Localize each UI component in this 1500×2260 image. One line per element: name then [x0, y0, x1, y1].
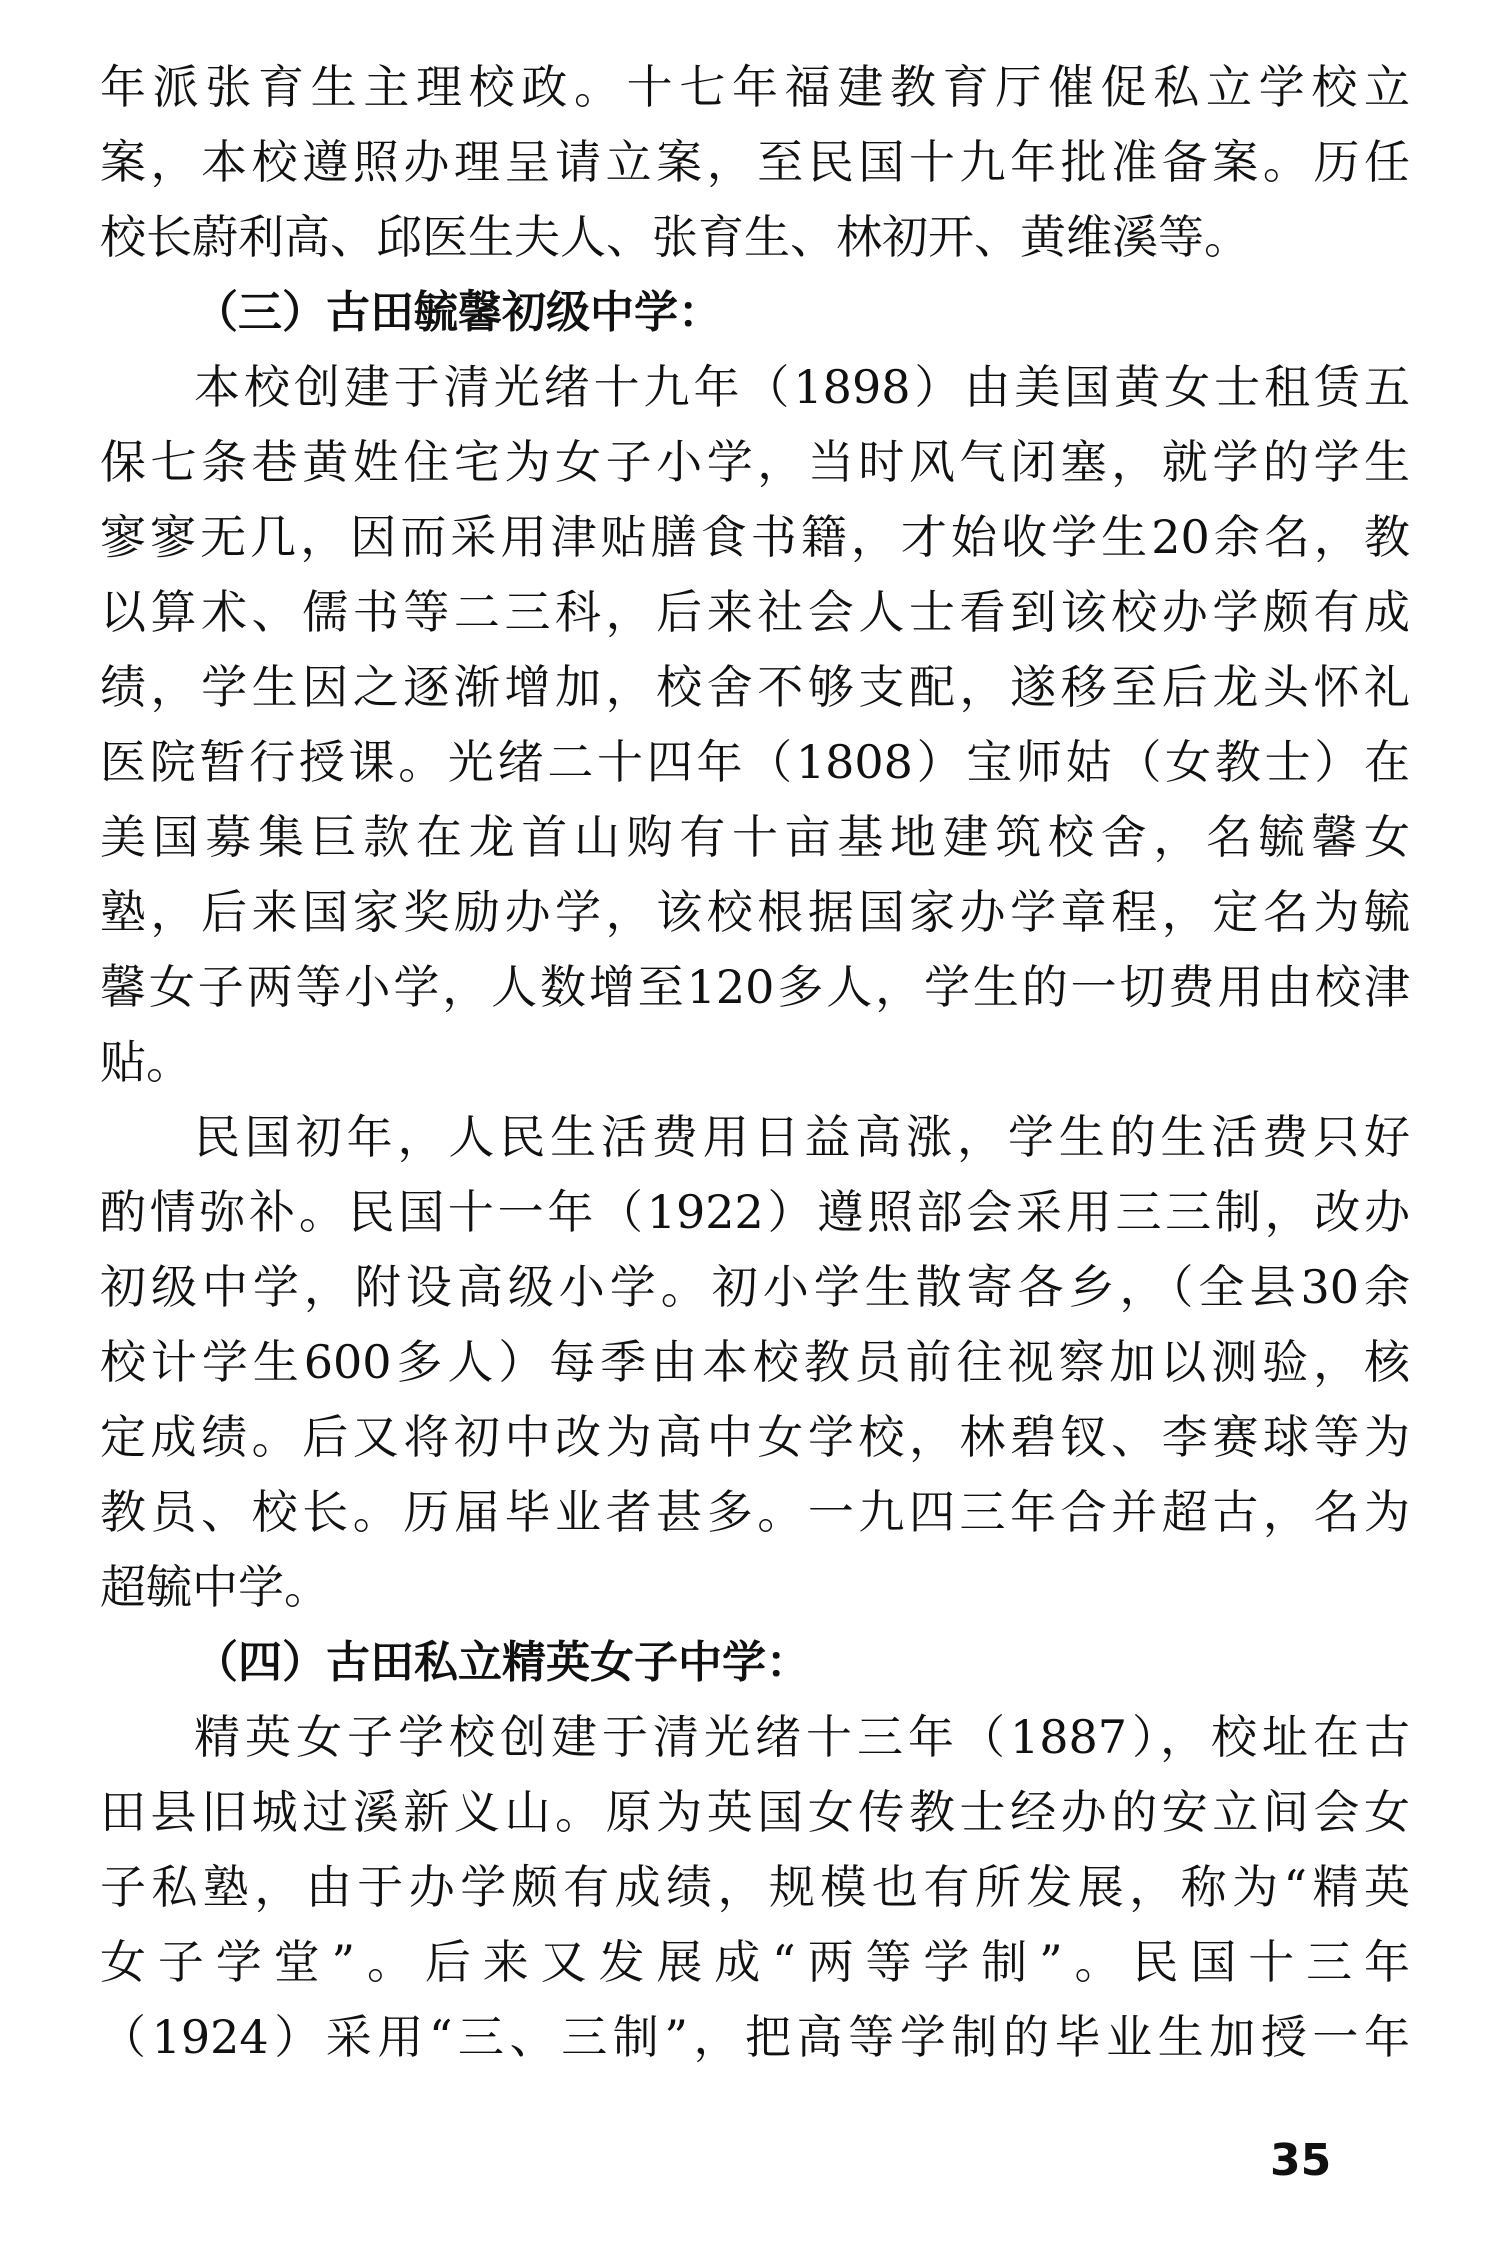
text-line: 保七条巷黄姓住宅为女子小学，当时风气闭塞，就学的学生	[100, 435, 1410, 489]
text-line: 民国初年，人民生活费用日益高涨，学生的生活费只好	[194, 1110, 1410, 1164]
page-number: 35	[1270, 2135, 1332, 2186]
text-line: 子私塾，由于办学颇有成绩，规模也有所发展，称为“精英	[100, 1860, 1410, 1914]
text-line: 校长蔚利高、邱医生夫人、张育生、林初开、黄维溪等。	[100, 210, 1250, 264]
text-line: 寥寥无几，因而采用津贴膳食书籍，才始收学生20余名，教	[100, 510, 1410, 564]
document-body	[100, 50, 1410, 2075]
text-line: 案，本校遵照办理呈请立案，至民国十九年批准备案。历任	[100, 135, 1410, 189]
text-line: 馨女子两等小学，人数增至120多人，学生的一切费用由校津	[100, 960, 1410, 1014]
text-line: 精英女子学校创建于清光绪十三年（1887），校址在古	[194, 1710, 1410, 1764]
text-line: 校计学生600多人）每季由本校教员前往视察加以测验，核	[100, 1335, 1410, 1389]
text-line: 田县旧城过溪新义山。原为英国女传教士经办的安立间会女	[100, 1785, 1410, 1839]
text-line: 教员、校长。历届毕业者甚多。一九四三年合并超古，名为	[100, 1485, 1410, 1539]
text-line: 定成绩。后又将初中改为高中女学校，林碧钗、李赛球等为	[100, 1410, 1410, 1464]
text-line: 医院暂行授课。光绪二十四年（1808）宝师姑（女教士）在	[100, 735, 1410, 789]
paragraph-yuxin-republic	[100, 1100, 1410, 1625]
paragraph-continued	[100, 50, 1410, 275]
paragraph-yuxin-founding	[100, 350, 1410, 1100]
section-heading-3: （三）古田毓馨初级中学：	[194, 287, 722, 338]
text-line: 美国募集巨款在龙首山购有十亩基地建筑校舍，名毓馨女	[100, 810, 1410, 864]
text-line: 酌情弥补。民国十一年（1922）遵照部会采用三三制，改办	[100, 1185, 1410, 1239]
text-line: 以算术、儒书等二三科，后来社会人士看到该校办学颇有成	[100, 585, 1410, 639]
text-line: （1924）采用“三、三制”，把高等学制的毕业生加授一年	[100, 2010, 1410, 2064]
text-line: 年派张育生主理校政。十七年福建教育厅催促私立学校立	[100, 60, 1410, 114]
text-line: 本校创建于清光绪十九年（1898）由美国黄女士租赁五	[194, 360, 1410, 414]
text-line: 女子学堂”。后来又发展成“两等学制”。民国十三年	[100, 1935, 1410, 1989]
text-line: 贴。	[100, 1035, 192, 1089]
text-line: 绩，学生因之逐渐增加，校舍不够支配，遂移至后龙头怀礼	[100, 660, 1410, 714]
text-line: 塾，后来国家奖励办学，该校根据国家办学章程，定名为毓	[100, 885, 1410, 939]
section-heading-4: （四）古田私立精英女子中学：	[194, 1637, 810, 1688]
text-line: 初级中学，附设高级小学。初小学生散寄各乡，（全县30余	[100, 1260, 1410, 1314]
paragraph-jingying	[100, 1700, 1410, 2075]
text-line: 超毓中学。	[100, 1560, 330, 1614]
